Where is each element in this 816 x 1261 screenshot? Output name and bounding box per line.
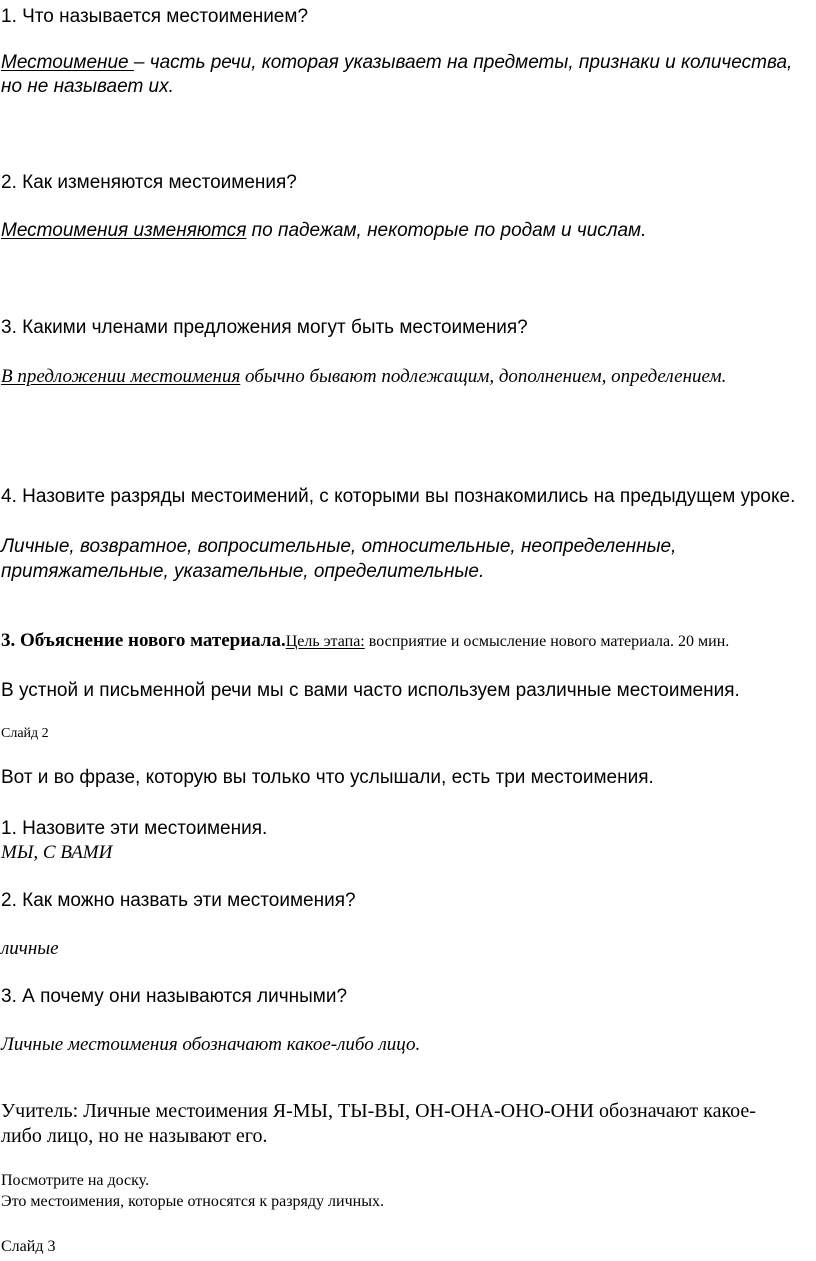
answer-3 (1, 366, 726, 388)
answer-3-term: В предложении местоимения (1, 366, 241, 387)
section-3-heading-line (1, 630, 729, 652)
question-1: 1. Что называется местоимением? (1, 6, 309, 27)
answer-1-term: Местоимение (1, 52, 134, 73)
slide-2-label: Слайд 2 (1, 726, 49, 741)
sub-question-3: 3. А почему они называются личными? (1, 986, 348, 1007)
intro-text: В устной и письменной речи мы с вами часто используем различные местоимения. (1, 680, 740, 701)
sub-answer-2: личные (1, 938, 59, 959)
answer-1-line-1 (1, 52, 792, 74)
goal-text: восприятие и осмысление нового материала. 20 мин. (364, 633, 730, 650)
section-heading: 3. Объяснение нового материала. (1, 630, 286, 651)
goal-label: Цель этапа: (285, 633, 365, 650)
sub-question-1: 1. Назовите эти местоимения. (1, 818, 268, 839)
answer-2-term: Местоимения изменяются (1, 220, 247, 241)
sub-answer-3: Личные местоимения обозначают какое-либо лицо. (1, 1034, 421, 1055)
answer-2-rest: по падежам, некоторые по родам и числам. (246, 220, 647, 241)
question-3: 3. Какими членами предложения могут быть местоимения? (1, 317, 528, 338)
answer-4-line-1: Личные, возвратное, вопросительные, относительные, неопределенные, (1, 536, 677, 557)
sub-question-2: 2. Как можно назвать эти местоимения? (1, 890, 356, 911)
phrase-text: Вот и во фразе, которую вы только что услышали, есть три местоимения. (1, 767, 654, 788)
look-line-1: Посмотрите на доску. (1, 1172, 150, 1189)
teacher-line-2: либо лицо, но не называют его. (1, 1125, 268, 1147)
question-2: 2. Как изменяются местоимения? (1, 172, 297, 193)
answer-3-rest: обычно бывают подлежащим, дополнением, определением. (240, 366, 727, 387)
answer-4-line-2: притяжательные, указательные, определительные. (1, 561, 485, 582)
answer-1-definition: – часть речи, которая указывает на предметы, признаки и количества, (133, 52, 793, 73)
answer-1-line-2: но не называет их. (1, 76, 174, 97)
look-line-2: Это местоимения, которые относятся к разряду личных. (1, 1193, 384, 1210)
sub-answer-1: МЫ, С ВАМИ (1, 842, 113, 863)
slide-3-label: Слайд 3 (1, 1238, 56, 1255)
answer-2 (1, 220, 646, 242)
teacher-line-1: Учитель: Личные местоимения Я-МЫ, ТЫ-ВЫ, ОН-ОНА-ОНО-ОНИ обозначают какое- (1, 1100, 756, 1122)
question-4: 4. Назовите разряды местоимений, с которыми вы познакомились на предыдущем уроке. (1, 486, 796, 507)
